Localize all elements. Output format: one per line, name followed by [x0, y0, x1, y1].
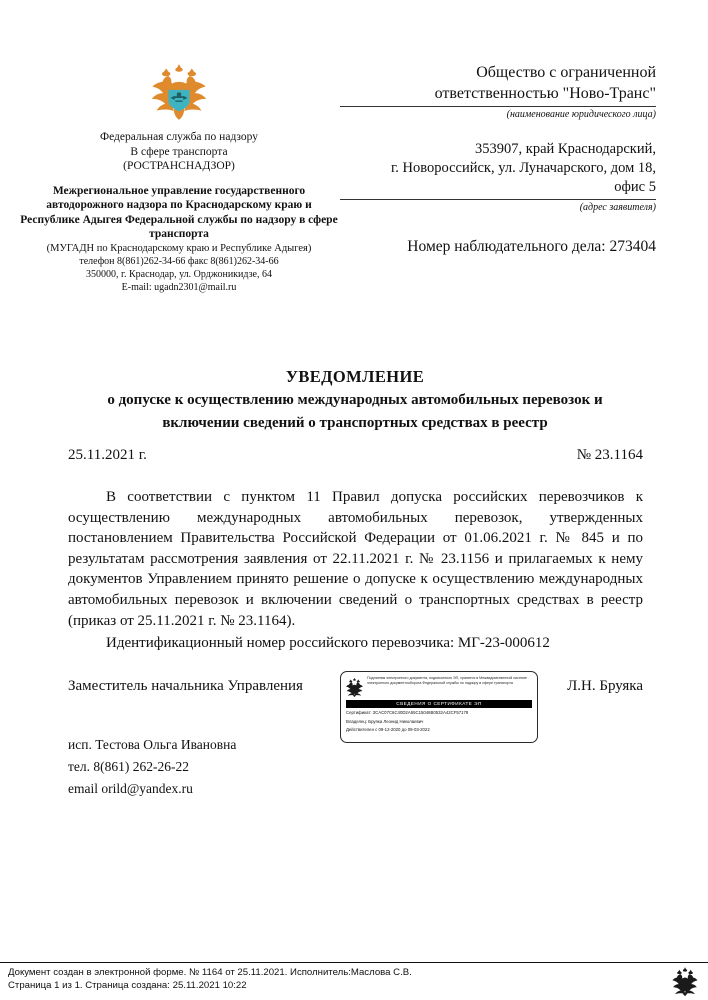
department-abbreviation: (МУГАДН по Краснодарскому краю и Республике Адыгея): [46, 242, 312, 254]
footer-divider: [0, 962, 708, 963]
stamp-certificate-validity: Действителен с 09-12-2020 до 09-03-2022: [346, 727, 430, 733]
executor-block: [68, 734, 236, 800]
agency-line-2: В сфере транспорта: [130, 145, 228, 158]
agency-phone: телефон 8(861)262-34-66 факс 8(861)262-34-66: [79, 256, 279, 267]
footer-line-2: Страница 1 из 1. Страница создана: 25.11.2021 10:22: [8, 979, 247, 991]
footer-line-1: Документ создан в электронной форме. № 1164 от 25.11.2021. Исполнитель:Маслова С.В.: [8, 967, 412, 978]
recipient-name-line-1: Общество с ограниченной: [476, 64, 656, 81]
stamp-top-row: [346, 676, 532, 697]
footer-text-block: [8, 967, 412, 992]
document-meta-row: [68, 447, 643, 464]
document-number: № 23.1164: [576, 447, 643, 463]
document-body: [68, 487, 643, 654]
document-subtitle-line-2: включении сведений о транспортных средствах в реестр: [162, 415, 548, 431]
footer-eagle-emblem-icon: [672, 966, 698, 996]
signer-position: Заместитель начальника Управления: [68, 678, 303, 694]
recipient-address-line-2: г. Новороссийск, ул. Луначарского, дом 18,: [390, 160, 656, 176]
stamp-certificate-bar: СВЕДЕНИЯ О СЕРТИФИКАТЕ ЭП: [346, 700, 532, 708]
recipient-address-caption: (адрес заявителя): [579, 202, 656, 213]
recipient-name-line-2: ответственностью "Ново-Транс": [434, 85, 656, 102]
executor-phone: тел. 8(861) 262-26-22: [68, 759, 189, 774]
agency-email: E-mail: ugadn2301@mail.ru: [121, 282, 237, 293]
executor-name: исп. Тестова Ольга Ивановна: [68, 737, 237, 752]
electronic-signature-stamp: [340, 671, 538, 743]
body-paragraph-2: Идентификационный номер российского перевозчика: МГ-23-000612: [106, 635, 550, 652]
stamp-certificate-owner: Владелец: Бруяка Леонид Николаевич: [346, 718, 424, 724]
recipient-block: [340, 62, 708, 257]
agency-block: [0, 62, 340, 294]
recipient-name-caption: (наименование юридического лица): [506, 109, 656, 120]
department-name: Межрегиональное управление государственного автодорожного надзора по Краснодарскому краю и Республике Адыгея Федеральной службы по надзору в сфере транспорта: [20, 184, 338, 240]
executor-email: email orild@yandex.ru: [68, 781, 193, 796]
recipient-address-rule: [340, 199, 656, 200]
stamp-note-text: Подлинник электронного документа, подписанного ЭП, хранится в Межведомственной системе электронного документооборота Федеральной службы по надзору в сфере транспорта: [367, 676, 527, 685]
recipient-name-rule: [340, 106, 656, 107]
page-title: УВЕДОМЛЕНИЕ: [285, 367, 425, 386]
document-header: [0, 62, 708, 294]
stamp-certificate-id: Сертификат: 3CAC07C6C40D2A55C15046B0532A42CF57178: [346, 710, 469, 715]
agency-line-3: (РОСТРАНСНАДЗОР): [123, 160, 235, 172]
agency-line-1: Федеральная служба по надзору: [99, 131, 259, 143]
recipient-address-line-3: офис 5: [614, 179, 656, 195]
document-title-block: [55, 366, 655, 434]
russian-double-headed-eagle-emblem: [147, 62, 211, 122]
eagle-emblem-monochrome: [346, 677, 363, 697]
document-subtitle-line-1: о допуске к осуществлению международных автомобильных перевозок и: [107, 392, 603, 408]
signer-name: Л.Н. Бруяка: [567, 678, 643, 694]
agency-address: 350000, г. Краснодар, ул. Орджоникидзе, 64: [85, 269, 272, 280]
body-paragraph-1: В соответствии с пунктом 11 Правил допуска российских перевозчиков к осуществлению международных автомобильных перевозок, утвержденных постановлением Правительства Российской Федерации от 01.06.2021 г. № 845 и по результатам рассмотрения заявления от 22.11.2021 г. № 23.1156 и прилагаемых к нему документов Управлением принято решение о допуске к осуществлению международных автомобильных перевозок и включении сведений о транспортных средствах в реестр (приказ от 25.11.2021 г. № 23.1164).: [68, 489, 643, 629]
recipient-address-line-1: 353907, край Краснодарский,: [475, 141, 656, 157]
document-date: 25.11.2021 г.: [68, 447, 147, 463]
recipient-address: [340, 140, 656, 215]
case-number: Номер наблюдательного дела: 273404: [407, 238, 656, 255]
